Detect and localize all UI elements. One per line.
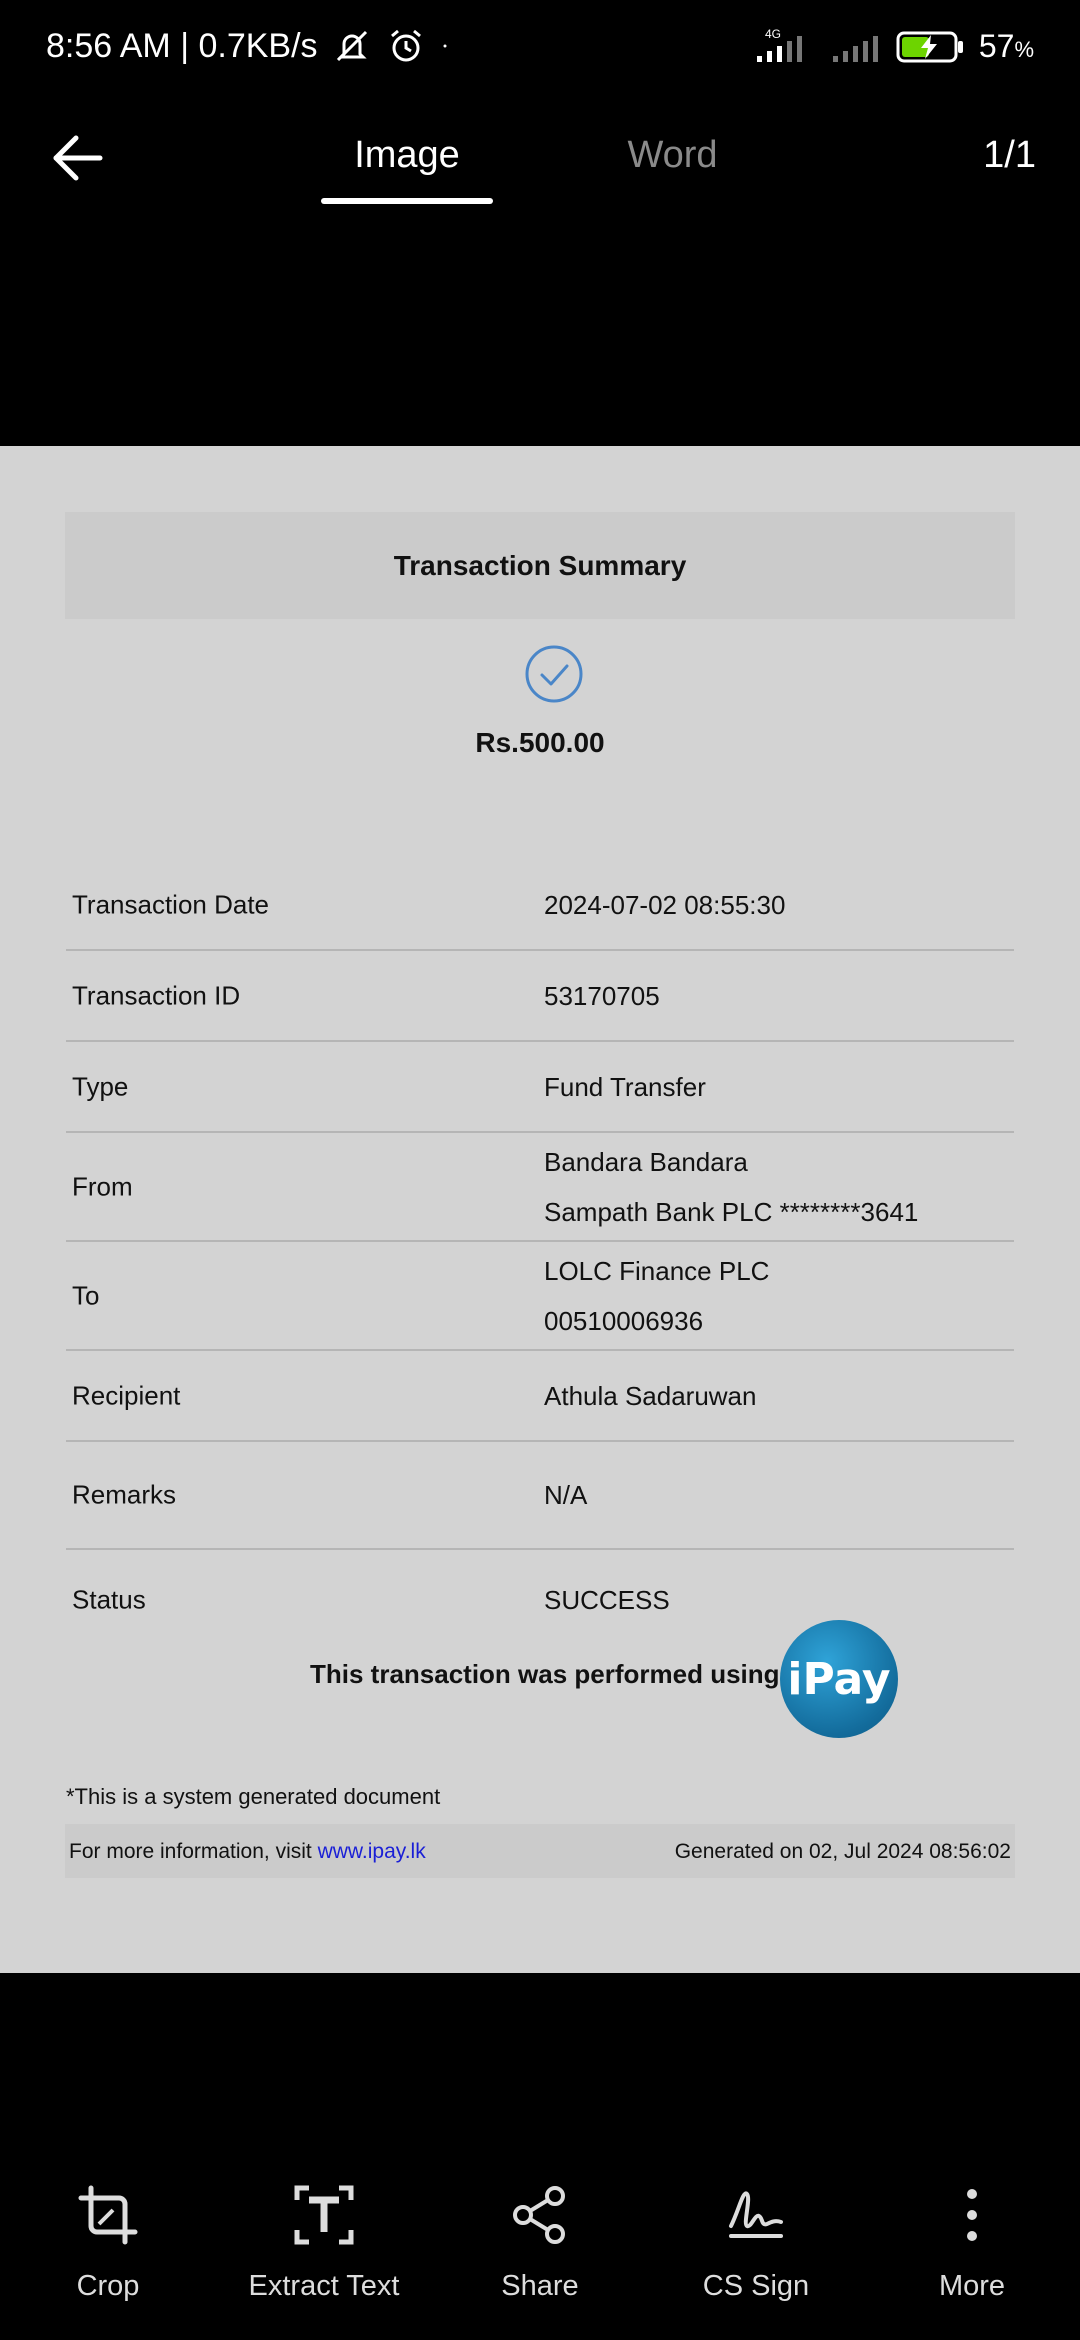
detail-label: Transaction ID [72, 980, 241, 1010]
crop-button[interactable] [8, 2180, 208, 2303]
cs-sign-button[interactable] [656, 2180, 856, 2303]
detail-row [66, 1442, 1014, 1550]
detail-label: From [72, 1171, 133, 1201]
cs-sign-label: CS Sign [702, 2270, 810, 2302]
back-arrow-icon[interactable] [50, 130, 106, 186]
document-preview [0, 446, 1080, 1973]
detail-value: 2024-07-02 08:55:30 [544, 889, 786, 920]
extract-text-button[interactable] [224, 2180, 424, 2303]
page-counter: 1/1 [983, 134, 1036, 176]
detail-value-multiline [544, 1246, 769, 1346]
share-icon [505, 2180, 575, 2250]
detail-value: Fund Transfer [544, 1071, 706, 1102]
detail-value-line: 00510006936 [544, 1305, 704, 1336]
check-circle-icon [524, 644, 584, 704]
detail-value-line: Sampath Bank PLC ********3641 [544, 1196, 919, 1227]
more-info-text: For more information, visit www.ipay.lk [69, 1840, 426, 1863]
signal-icon [831, 26, 881, 66]
top-navigation [0, 100, 1080, 210]
detail-row [66, 1242, 1014, 1351]
status-right [751, 26, 1034, 66]
detail-row [66, 1133, 1014, 1242]
status-time-speed: 8:56 AM | 0.7KB/s [46, 26, 318, 65]
transaction-amount: Rs.500.00 [475, 727, 605, 758]
transaction-details [66, 860, 1014, 1650]
status-bar [0, 0, 1080, 100]
bottom-toolbar [0, 2180, 1080, 2340]
more-vertical-icon [937, 2180, 1007, 2250]
share-label: Share [501, 2270, 579, 2302]
detail-row [66, 1042, 1014, 1133]
share-button[interactable] [440, 2180, 640, 2303]
detail-value: SUCCESS [544, 1585, 670, 1615]
document-footer [65, 1824, 1015, 1878]
detail-label: Transaction Date [72, 889, 270, 919]
detail-value-multiline [544, 1137, 918, 1237]
crop-label: Crop [76, 2270, 140, 2302]
svg-text:4G: 4G [764, 27, 781, 41]
active-tab-indicator [321, 198, 493, 204]
ipay-logo: iPay [780, 1620, 898, 1738]
crop-icon [73, 2180, 143, 2250]
signature-icon [721, 2180, 791, 2250]
detail-label: Type [72, 1071, 129, 1101]
detail-label: Recipient [72, 1380, 181, 1410]
document-title: Transaction Summary [65, 512, 1015, 619]
tab-word[interactable]: Word [627, 134, 718, 176]
status-left [46, 26, 460, 66]
more-button[interactable] [872, 2180, 1072, 2303]
tab-image[interactable]: Image [354, 134, 460, 176]
detail-label: To [72, 1280, 100, 1310]
performed-using-text: This transaction was performed using [310, 1659, 780, 1689]
system-generated-note: *This is a system generated document [66, 1784, 441, 1809]
ipay-website-link[interactable]: www.ipay.lk [317, 1840, 426, 1863]
detail-value: Athula Sadaruwan [544, 1380, 757, 1411]
generated-timestamp: Generated on 02, Jul 2024 08:56:02 [674, 1840, 1011, 1863]
alarm-icon [386, 26, 426, 66]
battery-percent: 57% [978, 27, 1034, 64]
detail-value: N/A [544, 1480, 588, 1510]
detail-label: Status [72, 1584, 146, 1615]
detail-value: 53170705 [544, 980, 660, 1011]
detail-value-line: LOLC Finance PLC [544, 1255, 770, 1286]
detail-row [66, 1351, 1014, 1442]
bell-off-icon [332, 26, 372, 66]
detail-value-line: Bandara Bandara [544, 1146, 748, 1177]
extract-text-label: Extract Text [248, 2270, 400, 2302]
battery-charging-icon [895, 26, 965, 66]
signal-icon [751, 26, 817, 66]
detail-row [66, 951, 1014, 1042]
detail-label: Remarks [72, 1479, 177, 1510]
detail-row [66, 860, 1014, 951]
dot-icon [440, 26, 460, 66]
extract-text-icon [289, 2180, 359, 2250]
more-label: More [938, 2270, 1006, 2302]
